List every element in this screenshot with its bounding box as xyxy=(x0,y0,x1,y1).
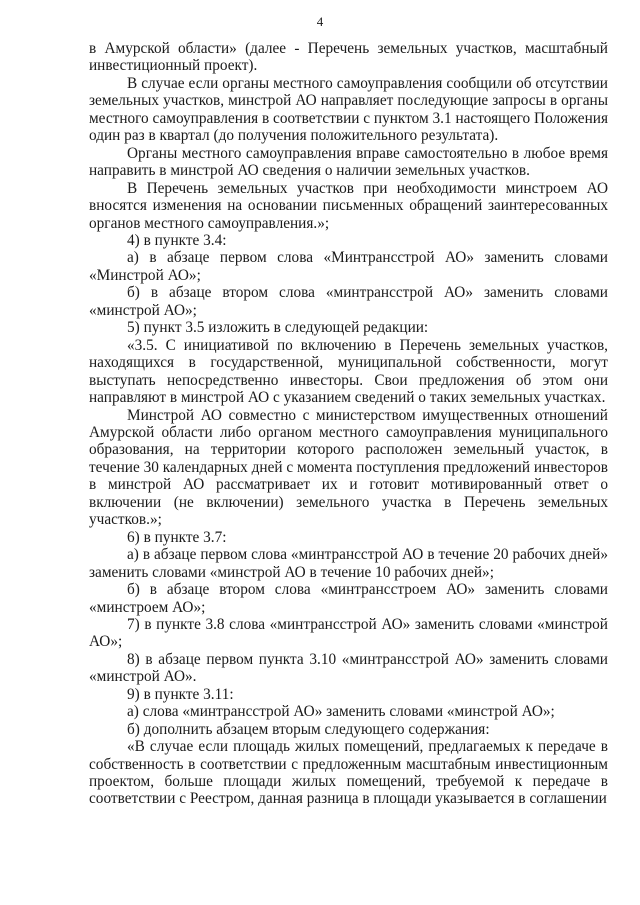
paragraph: В Перечень земельных участков при необходимости минстроем АО вносятся изменения на основании письменных обращений заинтересованных органов местного самоуправления.»; xyxy=(89,179,608,232)
paragraph: б) в абзаце втором слова «минтрансстрой АО» заменить словами «минстрой АО»; xyxy=(89,284,608,319)
paragraph: Органы местного самоуправления вправе самостоятельно в любое время направить в минстрой АО сведения о наличии земельных участков. xyxy=(89,144,608,180)
document-body xyxy=(89,40,608,808)
paragraph: а) слова «минтрансстрой АО» заменить словами «минстрой АО»; xyxy=(127,703,555,721)
paragraph: 7) в пункте 3.8 слова «минтрансстрой АО» заменить словами «минстрой АО»; xyxy=(89,615,608,651)
paragraph: б) в абзаце втором слова «минтрансстроем АО» заменить словами «минстроем АО»; xyxy=(89,581,608,616)
paragraph: в Амурской области» (далее - Перечень земельных участков, масштабный инвестиционный проект). xyxy=(89,40,608,75)
page-number: 4 xyxy=(316,14,324,29)
paragraph: 4) в пункте 3.4: xyxy=(127,231,227,249)
paragraph: «В случае если площадь жилых помещений, предлагаемых к передаче в собственность в соответствии с предложенным масштабным инвестиционным проектом, больше площади жилых помещений, требуемой к передаче в соответствии с Реестром, данная разница в площади указывается в соглашении xyxy=(89,738,608,808)
paragraph: 6) в пункте 3.7: xyxy=(127,528,227,546)
paragraph: «3.5. С инициативой по включению в Перечень земельных участков, находящихся в государственной, муниципальной собственности, могут выступать непосредственно инвесторы. Свои предложения об этом они направляют в минстрой АО с указанием сведений о таких земельных участках. xyxy=(89,336,608,407)
paragraph: 5) пункт 3.5 изложить в следующей редакции: xyxy=(127,319,429,337)
paragraph: Минстрой АО совместно с министерством имущественных отношений Амурской области либо органом местного самоуправления муниципального образования, на территории которого расположен земельный участок, в течение 30 календарных дней с момента поступления предложений инвесторов в минстрой АО рассматривает их и готовит мотивированный ответ о включении (не включении) земельного участка в Перечень земельных участков.»; xyxy=(89,406,608,529)
paragraph: В случае если органы местного самоуправления сообщили об отсутствии земельных участков, минстрой АО направляет последующие запросы в органы местного самоуправления в соответствии с пунктом 3.1 настоящего Положения один раз в квартал (до получения положительного результата). xyxy=(89,74,608,145)
paragraph: 9) в пункте 3.11: xyxy=(127,685,234,703)
paragraph: а) в абзаце первом слова «Минтрансстрой АО» заменить словами «Минстрой АО»; xyxy=(89,249,608,284)
paragraph: а) в абзаце первом слова «минтрансстрой АО в течение 20 рабочих дней» заменить словами «минстрой АО в течение 10 рабочих дней»; xyxy=(89,546,608,581)
paragraph: б) дополнить абзацем вторым следующего содержания: xyxy=(127,720,490,738)
paragraph: 8) в абзаце первом пункта 3.10 «минтрансстрой АО» заменить словами «минстрой АО». xyxy=(89,650,608,686)
